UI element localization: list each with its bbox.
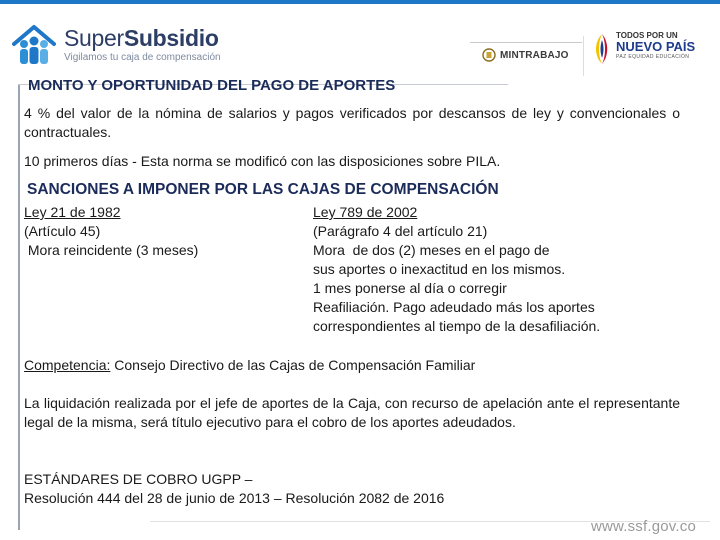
brand-tagline: Vigilamos tu caja de compensación [64,52,221,63]
footer-url: www.ssf.gov.co [590,518,696,535]
brand-text [64,27,221,63]
estandares-block [24,470,680,508]
ley789-line: (Parágrafo 4 del artículo 21) [313,223,488,239]
ley21-line: Mora reincidente (3 meses) [24,242,199,258]
ley789-line: 1 mes ponerse al día o corregir [313,280,507,296]
supersubsidio-logo [10,20,221,70]
colombia-flag-icon [592,32,612,66]
mintrabajo-label: MINTRABAJO [500,49,569,61]
header-rule [470,42,582,43]
todos-por-un-nuevo-pais-logo [592,32,695,66]
todos-text [616,32,695,60]
heading-ley-21: Ley 21 de 1982 [24,204,121,220]
ley21-line: (Artículo 45) [24,223,101,239]
todos-line3: PAZ EQUIDAD EDUCACIÓN [616,54,690,60]
todos-line2: NUEVO PAÍS [616,39,696,54]
section-title-sanciones: SANCIONES A IMPONER POR LAS CAJAS DE COMPENSACIÓN [27,181,499,198]
header-divider [583,36,584,76]
column-ley-789 [313,203,693,336]
competencia-line [24,356,684,375]
estandares-text: Resolución 444 del 28 de junio de 2013 – Resolución 2082 de 2016 [24,490,445,506]
mintrabajo-logo [482,48,569,62]
heading-ley-789: Ley 789 de 2002 [313,204,418,220]
paragraph-liquidacion: La liquidación realizada por el jefe de aportes de la Caja, con recurso de apelación ante el representante legal de la misma, será título ejecutivo para el cobro de los aportes adeudados. [24,395,680,430]
ley789-line: Mora de dos (2) meses en el pago de [313,242,550,258]
competencia-text: Consejo Directivo de las Cajas de Compensación Familiar [110,357,476,373]
ley789-line: sus aportes o inexactitud en los mismos. [313,261,566,277]
top-accent-bar [0,0,720,4]
paragraph-porcentaje: 4 % del valor de la nómina de salarios y pagos verificados por descansos de ley y convencionales o contractuales. [24,105,680,140]
family-house-logo-icon [10,22,58,68]
brand-name: SuperSubsidio [64,25,219,51]
estandares-title: ESTÁNDARES DE COBRO UGPP – [24,471,253,487]
coat-of-arms-icon [482,48,496,62]
ley789-line: correspondientes al tiempo de la desafiliación. [313,318,601,334]
todos-line1: TODOS POR UN [616,31,678,40]
paragraph-plazo: 10 primeros días - Esta norma se modificó con las disposiciones sobre PILA. [24,153,501,169]
section-title-monto: MONTO Y OPORTUNIDAD DEL PAGO DE APORTES [28,77,396,94]
ley789-line: Reafiliación. Pago adeudado más los aportes [313,299,595,315]
content-frame-left [18,84,20,530]
competencia-label: Competencia: [24,357,111,373]
column-ley-21 [24,203,284,260]
